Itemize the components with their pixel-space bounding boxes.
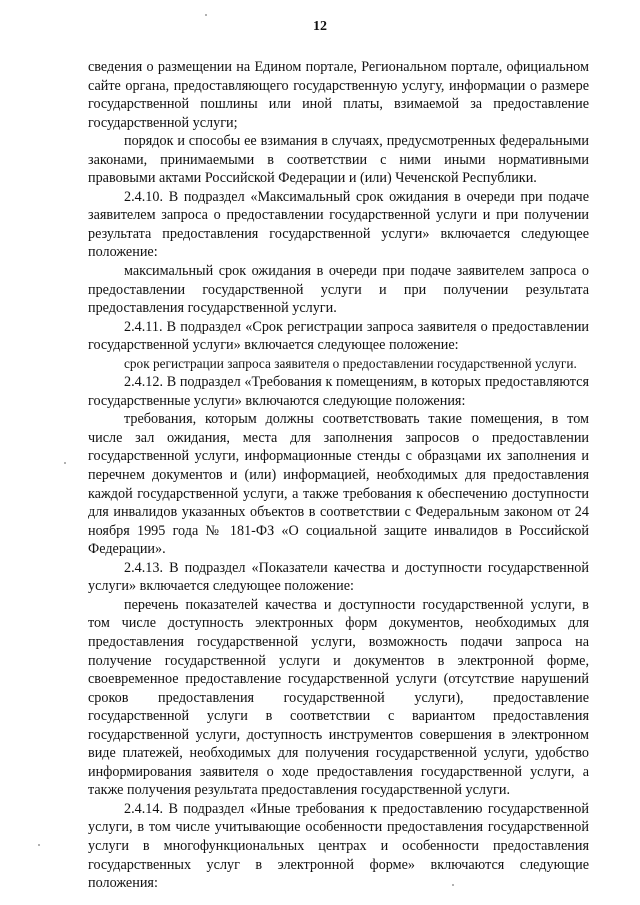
page-number: 12 [313,19,327,34]
paragraph-fee-procedure: порядок и способы ее взимания в случаях, предусмотренных федеральными законами, принимаемыми в соответствии с ними иными нормативными правовыми актами Российской Федерации и (или) Чеченской Республики. [88,133,589,187]
document-body [88,58,589,893]
scan-speck [64,462,66,464]
scan-speck [38,844,40,846]
paragraph-fee-info: сведения о размещении на Едином портале, Региональном портале, официальном сайте органа, предоставляющего государственную услугу, информации о размере государственной пошлины или иной платы, взимаемой за предоставление государственной услуги; [88,59,589,131]
paragraph-2-4-10: 2.4.10. В подраздел «Максимальный срок ожидания в очереди при подаче заявителем запроса о предоставлении государственной услуги и при получении результата предоставления государственной услуги» включается следующее положение: [88,188,589,261]
paragraph-registration-term: срок регистрации запроса заявителя о предоставлении государственной услуги. [124,355,577,371]
paragraph-premises-requirements: требования, которым должны соответствовать такие помещения, в том числе зал ожидания, места для заполнения запросов о предоставлении государственной услуги, информационные стенды с образцами их заполнения и перечнем документов и (или) информацией, необходимых для предоставления каждой государственной услуги, а также требования к обеспечению доступности для инвалидов указанных объектов в соответствии с Федеральным законом от 24 ноября 1995 года № 181-ФЗ «О социальной защите инвалидов в Российской Федерации». [88,411,589,558]
scan-speck [452,884,454,886]
scan-speck [205,14,207,16]
paragraph-2-4-13: 2.4.13. В подраздел «Показатели качества и доступности государственной услуги» включается следующее положение: [88,559,589,595]
paragraph-2-4-12: 2.4.12. В подраздел «Требования к помещениям, в которых предоставляются государственные услуги» включаются следующие положения: [88,374,589,409]
paragraph-2-4-14: 2.4.14. В подраздел «Иные требования к предоставлению государственной услуги, в том числе учитывающие особенности предоставления государственной услуги в многофункциональных центрах и особенности предоставления государственных услуг в электронной форме» включаются следующие положения: [88,800,589,892]
paragraph-queue-time: максимальный срок ожидания в очереди при подаче заявителем запроса о предоставлении государственной услуги и при получении результата предоставления государственной услуги. [88,263,589,317]
paragraph-2-4-11: 2.4.11. В подраздел «Срок регистрации запроса заявителя о предоставлении государственной услуги» включается следующее положение: [88,318,589,354]
paragraph-quality-indicators: перечень показателей качества и доступности государственной услуги, в том числе доступность электронных форм документов, необходимых для предоставления государственной услуги, возможность подачи запроса на получение государственной услуги и документов в электронной форме, своевременное предоставление государственной услуги (отсутствие нарушений сроков предоставления государственной услуги), предоставление государственной услуги в соответствии с вариантом предоставления государственной услуги, доступность инструментов совершения в электронном виде платежей, необходимых для получения государственной услуги, удобство информирования заявителя о ходе предоставления государственной услуги, а также получения результата предоставления государственной услуги. [88,596,589,799]
